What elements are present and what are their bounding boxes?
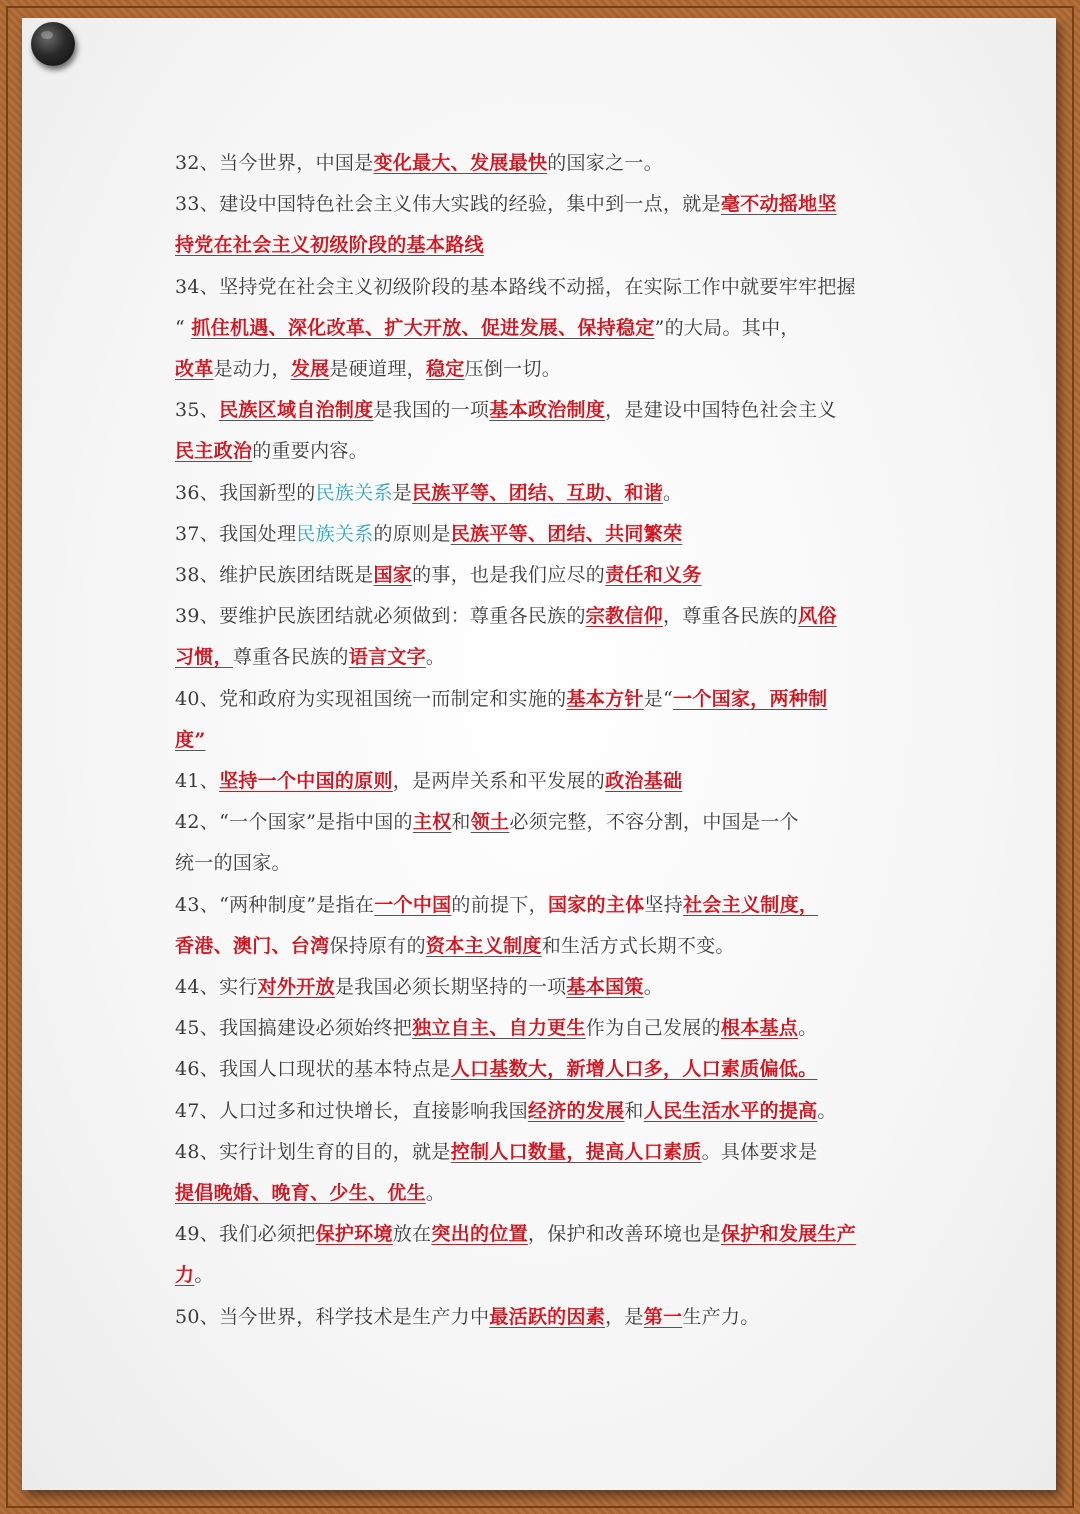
- text: 和: [624, 1099, 644, 1122]
- item-50: [175, 1297, 910, 1338]
- text: 44、实行: [175, 976, 258, 999]
- text: 41、: [175, 770, 220, 793]
- answer: 民族平等、团结、共同繁荣: [450, 522, 683, 545]
- item-49: [175, 1214, 910, 1255]
- text: 保持原有的: [329, 934, 426, 957]
- text: 46、我国人口现状的基本特点是: [175, 1058, 451, 1081]
- item-33-cont: [175, 225, 910, 266]
- text: 。: [643, 976, 664, 999]
- item-42-cont: [175, 843, 910, 884]
- answer: 人口基数大，新增人口多，人口素质偏低。: [450, 1058, 818, 1081]
- text: ，是建设中国特色社会主义: [605, 399, 837, 422]
- text: 。: [798, 1017, 818, 1040]
- text: 40、党和政府为实现祖国统一而制定和实施的: [175, 687, 567, 710]
- answer: 宗教信仰: [585, 605, 663, 628]
- item-39-cont: [175, 637, 910, 678]
- answer: 力: [175, 1264, 195, 1287]
- answer: 基本方针: [566, 687, 644, 710]
- item-40: [175, 679, 910, 720]
- answer: 经济的发展: [527, 1099, 625, 1122]
- item-45: [175, 1008, 910, 1049]
- answer: 一个中国: [374, 893, 452, 916]
- item-34-cont2: [175, 349, 910, 390]
- text: 34、坚持党在社会主义初级阶段的基本路线不动摇，在实际工作中就要牢牢把握: [175, 275, 856, 298]
- text: 放在: [392, 1223, 432, 1246]
- item-35-cont: [175, 431, 910, 472]
- item-42: [175, 802, 910, 843]
- item-49-cont: [175, 1255, 910, 1296]
- answer: 第一: [643, 1305, 683, 1328]
- answer: 语言文字: [348, 646, 426, 669]
- highlight: 香港、澳门、台湾: [175, 934, 330, 957]
- text: 42、“一个国家”是指中国的: [175, 811, 413, 834]
- text: 是动力，: [213, 358, 291, 381]
- text: 。: [817, 1099, 837, 1122]
- text: 是“: [643, 687, 674, 710]
- text: 必须完整，不容分割，中国是一个: [509, 811, 799, 834]
- item-48-cont: [175, 1173, 910, 1214]
- item-36: [175, 473, 910, 514]
- text: 的国家之一。: [547, 152, 663, 174]
- answer: 民主政治: [175, 440, 253, 463]
- text: 33、建设中国特色社会主义伟大实践的经验，集中到一点，就是: [175, 193, 721, 216]
- highlight: 民族关系: [296, 522, 374, 545]
- item-32: [175, 143, 910, 184]
- text: 和: [451, 811, 471, 834]
- highlight: 国家的主体: [547, 893, 645, 916]
- item-46: [175, 1049, 910, 1090]
- answer: 度: [175, 728, 195, 751]
- item-34-cont: [175, 308, 910, 349]
- text: 是我国必须长期坚持的一项: [334, 976, 567, 999]
- text: 。具体要求是: [701, 1140, 818, 1163]
- text: 35、: [175, 399, 220, 422]
- text: 的原则是: [373, 522, 451, 545]
- pushpin-icon: [31, 22, 75, 66]
- answer: 主权: [412, 811, 452, 834]
- text: 和生活方式长期不变。: [541, 934, 735, 957]
- answer: 坚持一个中国的原则: [219, 770, 393, 793]
- answer: 民族平等、团结、互助、和谐: [412, 481, 663, 504]
- text: 47、人口过多和过快增长，直接影响我国: [175, 1099, 528, 1122]
- highlight: 民族关系: [315, 481, 393, 504]
- item-34: [175, 267, 910, 308]
- answer: 习惯，: [175, 646, 233, 669]
- item-48: [175, 1132, 910, 1173]
- item-37: [175, 514, 910, 555]
- text: 49、我们必须把: [175, 1223, 316, 1246]
- text: 坚持: [644, 893, 684, 916]
- text: 压倒一切。: [464, 358, 562, 381]
- answer: 根本基点: [720, 1017, 799, 1040]
- answer: 抓住机遇、深化改革、扩大开放、促进发展、保持稳定: [191, 316, 655, 339]
- answer: 持党在社会主义初级阶段的基本路线: [175, 234, 484, 257]
- text: 。: [194, 1264, 214, 1287]
- item-47: [175, 1091, 910, 1132]
- answer: 独立自主、自力更生: [412, 1017, 586, 1040]
- text: 。: [425, 646, 446, 669]
- answer: 一个国家，两种制: [673, 687, 828, 710]
- text: 。: [425, 1182, 446, 1205]
- answer: 对外开放: [257, 976, 335, 999]
- answer: 发展: [290, 358, 330, 381]
- text: ，是两岸关系和平发展的: [392, 770, 606, 793]
- item-43: [175, 885, 910, 926]
- text: 尊重各民族的: [232, 646, 349, 669]
- answer: 基本国策: [566, 976, 644, 999]
- text: 生产力。: [682, 1305, 760, 1328]
- text: 50、当今世界，科学技术是生产力中: [175, 1305, 490, 1328]
- item-40-cont: [175, 720, 910, 761]
- item-38: [175, 555, 910, 596]
- answer: 基本政治制度: [489, 399, 606, 422]
- text: 的前提下，: [451, 893, 548, 916]
- text: 43、“两种制度”是指在: [175, 893, 375, 916]
- text: 38、维护民族团结既是: [175, 564, 374, 587]
- text: ，尊重各民族的: [662, 605, 799, 628]
- item-35: [175, 390, 910, 431]
- answer: 民族区域自治制度: [219, 399, 374, 422]
- text: ，是: [605, 1305, 644, 1328]
- answer: 政治基础: [605, 770, 683, 793]
- answer: 风俗: [798, 605, 837, 628]
- answer: 稳定: [425, 358, 465, 381]
- text: 是硬道理，: [329, 358, 426, 381]
- answer: 突出的位置: [431, 1223, 528, 1246]
- text: 37、我国处理: [175, 522, 297, 545]
- text: 的重要内容。: [252, 440, 369, 463]
- answer: 最活跃的因素: [489, 1305, 606, 1328]
- text: 48、实行计划生育的目的，就是: [175, 1140, 451, 1163]
- text: 的事，也是我们应尽的: [412, 564, 606, 587]
- answer: 国家: [373, 564, 413, 587]
- item-44: [175, 967, 910, 1008]
- answer: 提倡晚婚、晚育、少生、优生: [175, 1182, 426, 1205]
- answer: 保护和发展生产: [720, 1223, 857, 1246]
- text: 是: [392, 481, 413, 504]
- text: ”的大局。其中，: [654, 316, 800, 339]
- text: 统一的国家。: [175, 852, 291, 875]
- answer: 责任和义务: [605, 564, 702, 587]
- text: 36、我国新型的: [175, 481, 316, 504]
- answer: 资本主义制度: [425, 934, 542, 957]
- answer: ”: [194, 728, 206, 751]
- answer: 毫不动摇地坚: [720, 193, 837, 216]
- text: 45、我国搞建设必须始终把: [175, 1017, 413, 1040]
- answer: 变化最大、发展最快: [373, 152, 548, 174]
- answer: 改革: [175, 358, 214, 381]
- answer: 保护环境: [315, 1223, 393, 1246]
- item-43-cont: [175, 926, 910, 967]
- item-39: [175, 596, 910, 637]
- text: 。: [663, 481, 683, 504]
- item-41: [175, 761, 910, 802]
- text: 39、要维护民族团结就必须做到：尊重各民族的: [175, 605, 586, 628]
- text: “: [175, 316, 186, 339]
- answer: 控制人口数量，提高人口素质: [450, 1140, 702, 1163]
- text: 是我国的一项: [373, 399, 490, 422]
- text: ，保护和改善环境也是: [527, 1223, 721, 1246]
- answer: 社会主义制度，: [683, 893, 819, 916]
- item-33: [175, 184, 910, 225]
- question-list: [175, 143, 910, 1338]
- text: 作为自己发展的: [585, 1017, 721, 1040]
- answer: 人民生活水平的提高: [643, 1099, 818, 1122]
- text: 32、当今世界，中国是: [175, 152, 374, 174]
- answer: 领土: [470, 811, 510, 834]
